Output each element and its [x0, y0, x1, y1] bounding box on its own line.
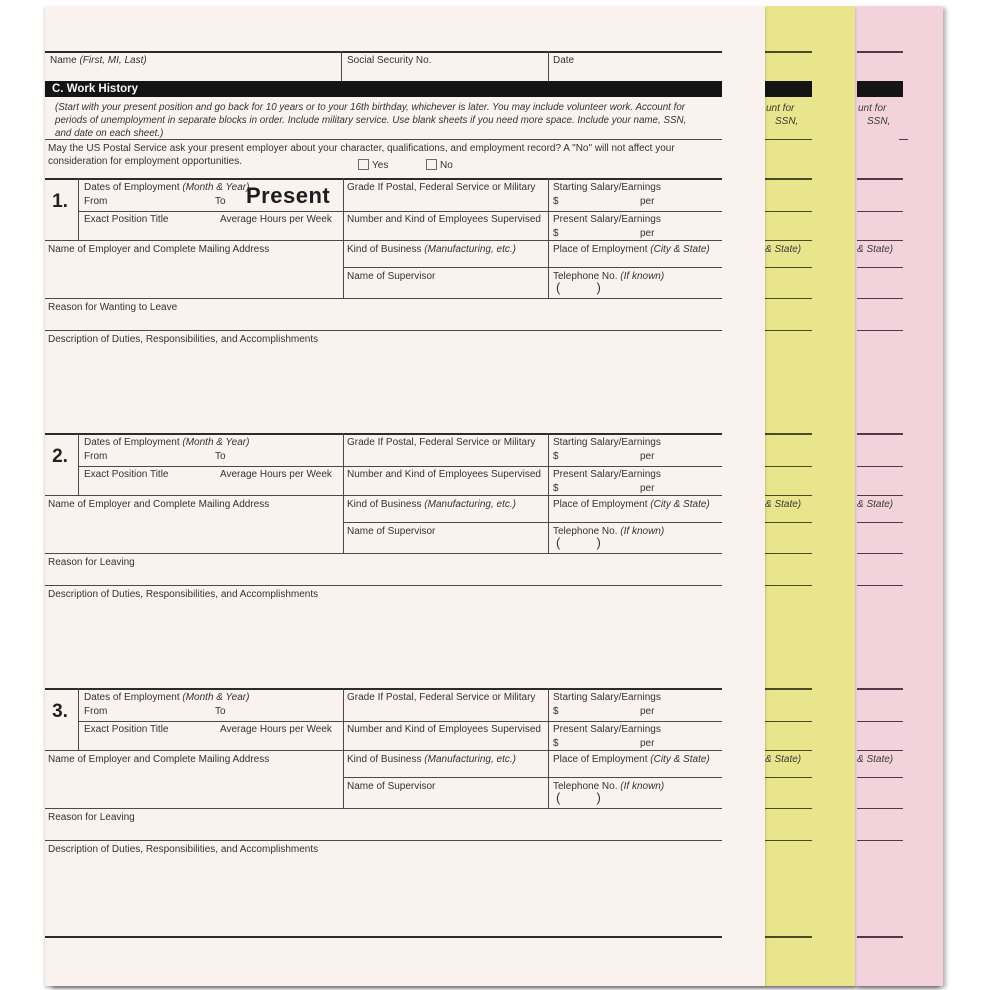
dates-of-employment-label: Dates of Employment (Month & Year): [84, 692, 250, 703]
reason-label: Reason for Leaving: [48, 812, 135, 823]
pink-carbon-rule: [857, 553, 903, 554]
pink-state-fragment: & State): [857, 244, 894, 255]
canary-carbon-rule: [765, 211, 812, 212]
canary-carbon-rule: [765, 721, 812, 722]
supervisor-label: Name of Supervisor: [347, 526, 436, 537]
canary-account-fragment: unt for: [766, 103, 795, 114]
pink-carbon-rule: [857, 750, 903, 751]
telephone-label: Telephone No. (If known): [553, 271, 665, 282]
telephone-parens: ( ): [556, 280, 601, 295]
rule: [45, 585, 722, 586]
employer-address-label: Name of Employer and Complete Mailing Address: [48, 244, 270, 255]
rule: [343, 777, 722, 778]
average-hours-label: Average Hours per Week: [220, 724, 332, 735]
pink-carbon-rule: [857, 936, 903, 938]
exact-position-title-label: Exact Position Title: [84, 469, 169, 480]
canary-carbon-rule: [765, 495, 812, 496]
canary-carbon-rule: [765, 298, 812, 299]
yes-checkbox: [358, 159, 369, 170]
instructions-line-2: periods of unemployment in separate blocks in order. Include military service. Use blank sheets if you need more space. Include your name, SSN,: [55, 115, 687, 126]
dollar-sign: $: [553, 483, 559, 494]
work-history-block-2: [45, 433, 722, 603]
pink-account-fragment: unt for: [858, 103, 887, 114]
to-label: To: [215, 196, 226, 207]
pink-carbon-rule: [857, 330, 903, 331]
supervisor-label: Name of Supervisor: [347, 781, 436, 792]
canary-carbon-rule: [765, 750, 812, 751]
per-label: per: [640, 483, 655, 494]
canary-carbon-sheet: [765, 6, 855, 986]
grade-label: Grade If Postal, Federal Service or Military: [347, 437, 536, 448]
rule: [45, 51, 722, 53]
rule: [45, 495, 722, 496]
canary-carbon-rule: [765, 178, 812, 180]
from-label: From: [84, 451, 108, 462]
rule: [45, 178, 722, 180]
dollar-sign: $: [553, 228, 559, 239]
block-number: 2.: [52, 446, 68, 467]
place-of-employment-label: Place of Employment (City & State): [553, 499, 710, 510]
canary-state-fragment: & State): [765, 499, 802, 510]
per-label: per: [640, 451, 655, 462]
rule: [343, 267, 722, 268]
telephone-parens: ( ): [556, 535, 601, 550]
rule: [78, 433, 79, 495]
no-checkbox: [426, 159, 437, 170]
pink-ssn-fragment: SSN,: [867, 116, 891, 127]
rule: [45, 808, 722, 809]
pink-carbon-rule: [857, 495, 903, 496]
rule: [45, 330, 722, 331]
instructions-line-3: and date on each sheet.): [55, 128, 164, 139]
canary-carbon-rule: [765, 585, 812, 586]
rule: [548, 688, 549, 808]
kind-of-business-label: Kind of Business (Manufacturing, etc.): [347, 244, 516, 255]
telephone-label: Telephone No. (If known): [553, 781, 665, 792]
rule: [45, 936, 722, 938]
rule: [45, 688, 722, 690]
rule: [45, 553, 722, 554]
reason-label: Reason for Wanting to Leave: [48, 302, 178, 313]
date-label: Date: [553, 55, 575, 66]
pink-carbon-rule: [857, 211, 903, 212]
pink-carbon-rule: [857, 51, 903, 53]
canary-ssn-fragment: SSN,: [775, 116, 799, 127]
rule: [548, 433, 549, 553]
place-of-employment-label: Place of Employment (City & State): [553, 244, 710, 255]
canary-carbon-rule: [765, 267, 812, 268]
from-label: From: [84, 706, 108, 717]
to-label: To: [215, 451, 226, 462]
dollar-sign: $: [553, 706, 559, 717]
pink-carbon-rule: [857, 267, 903, 268]
pink-carbon-sheet: [855, 6, 943, 986]
starting-salary-label: Starting Salary/Earnings: [553, 182, 661, 193]
employer-address-label: Name of Employer and Complete Mailing Address: [48, 499, 270, 510]
canary-carbon-rule: [765, 840, 812, 841]
canary-carbon-rule: [765, 433, 812, 435]
dollar-sign: $: [553, 738, 559, 749]
per-label: per: [640, 706, 655, 717]
rule: [45, 298, 722, 299]
canary-carbon-rule: [765, 139, 812, 140]
rule: [343, 433, 344, 553]
yes-label: Yes: [372, 160, 389, 171]
rule: [45, 750, 722, 751]
pink-carbon-rule: [857, 240, 903, 241]
canary-carbon-rule: [765, 688, 812, 690]
rule: [343, 178, 344, 298]
exact-position-title-label: Exact Position Title: [84, 724, 169, 735]
present-value: Present: [246, 183, 331, 208]
rule: [78, 178, 79, 240]
rule: [45, 433, 722, 435]
pink-carbon-rule: [857, 466, 903, 467]
dollar-sign: $: [553, 196, 559, 207]
average-hours-label: Average Hours per Week: [220, 469, 332, 480]
canary-carbon-rule: [765, 51, 812, 53]
employer-address-label: Name of Employer and Complete Mailing Address: [48, 754, 270, 765]
kind-of-business-label: Kind of Business (Manufacturing, etc.): [347, 499, 516, 510]
pink-state-fragment: & State): [857, 499, 894, 510]
canary-carbon-rule: [765, 777, 812, 778]
dates-of-employment-label: Dates of Employment (Month & Year): [84, 182, 250, 193]
pink-carbon-rule: [857, 178, 903, 180]
canary-state-fragment: & State): [765, 244, 802, 255]
pink-state-fragment: & State): [857, 754, 894, 765]
dates-of-employment-label: Dates of Employment (Month & Year): [84, 437, 250, 448]
supervisor-label: Name of Supervisor: [347, 271, 436, 282]
rule: [45, 139, 722, 140]
pink-carbon-rule: [857, 808, 903, 809]
pink-carbon-rule: [857, 585, 903, 586]
rule: [548, 51, 549, 81]
grade-label: Grade If Postal, Federal Service or Military: [347, 182, 536, 193]
section-title: C. Work History: [52, 83, 139, 95]
kind-of-business-label: Kind of Business (Manufacturing, etc.): [347, 754, 516, 765]
employees-supervised-label: Number and Kind of Employees Supervised: [347, 724, 541, 735]
description-label: Description of Duties, Responsibilities, and Accomplishments: [48, 589, 319, 600]
ssn-label: Social Security No.: [347, 55, 432, 66]
pink-carbon-rule: [857, 840, 903, 841]
canary-carbon-rule: [765, 936, 812, 938]
starting-salary-label: Starting Salary/Earnings: [553, 692, 661, 703]
description-label: Description of Duties, Responsibilities, and Accomplishments: [48, 334, 319, 345]
exact-position-title-label: Exact Position Title: [84, 214, 169, 225]
canary-carbon-rule: [765, 553, 812, 554]
rule: [78, 466, 722, 467]
rule: [78, 721, 722, 722]
rule: [548, 178, 549, 298]
pink-carbon-rule: [857, 777, 903, 778]
canary-carbon-rule: [765, 240, 812, 241]
canary-state-fragment: & State): [765, 754, 802, 765]
canary-carbon-rule: [765, 466, 812, 467]
pink-carbon-rule: [857, 298, 903, 299]
block-number: 3.: [52, 701, 68, 722]
per-label: per: [640, 196, 655, 207]
rule: [343, 522, 722, 523]
telephone-parens: ( ): [556, 790, 601, 805]
pink-carbon-rule: [857, 688, 903, 690]
employees-supervised-label: Number and Kind of Employees Supervised: [347, 214, 541, 225]
consent-question-line-1: May the US Postal Service ask your present employer about your character, qualifications, and employment record? A "No" will not affect your: [48, 143, 675, 154]
canary-carbon-rule: [765, 522, 812, 523]
canary-section-header-bar: [765, 81, 812, 97]
block-number: 1.: [52, 191, 68, 212]
grade-label: Grade If Postal, Federal Service or Military: [347, 692, 536, 703]
per-label: per: [640, 738, 655, 749]
pink-carbon-rule: [899, 139, 908, 140]
application-form-sheet: [45, 6, 765, 986]
instructions-line-1: (Start with your present position and go back for 10 years or to your 16th birthday, whichever is later. You may include volunteer work. Account for: [55, 102, 686, 113]
present-salary-label: Present Salary/Earnings: [553, 469, 661, 480]
rule: [78, 688, 79, 750]
rule: [45, 840, 722, 841]
rule: [343, 688, 344, 808]
consent-question-line-2: consideration for employment opportunities.: [48, 156, 242, 167]
rule: [341, 51, 342, 81]
employees-supervised-label: Number and Kind of Employees Supervised: [347, 469, 541, 480]
rule: [78, 211, 722, 212]
work-history-block-1: [45, 178, 722, 348]
reason-label: Reason for Leaving: [48, 557, 135, 568]
per-label: per: [640, 228, 655, 239]
section-header-bar: [45, 81, 722, 97]
work-history-block-3: [45, 688, 722, 858]
name-label: Name (First, MI, Last): [50, 55, 147, 66]
pink-carbon-rule: [857, 433, 903, 435]
present-salary-label: Present Salary/Earnings: [553, 724, 661, 735]
telephone-label: Telephone No. (If known): [553, 526, 665, 537]
to-label: To: [215, 706, 226, 717]
starting-salary-label: Starting Salary/Earnings: [553, 437, 661, 448]
pink-section-header-bar: [857, 81, 903, 97]
pink-carbon-rule: [857, 721, 903, 722]
average-hours-label: Average Hours per Week: [220, 214, 332, 225]
no-label: No: [440, 160, 453, 171]
place-of-employment-label: Place of Employment (City & State): [553, 754, 710, 765]
description-label: Description of Duties, Responsibilities, and Accomplishments: [48, 844, 319, 855]
canary-carbon-rule: [765, 330, 812, 331]
dollar-sign: $: [553, 451, 559, 462]
canary-carbon-rule: [765, 808, 812, 809]
pink-carbon-rule: [857, 522, 903, 523]
from-label: From: [84, 196, 108, 207]
rule: [45, 240, 722, 241]
present-salary-label: Present Salary/Earnings: [553, 214, 661, 225]
